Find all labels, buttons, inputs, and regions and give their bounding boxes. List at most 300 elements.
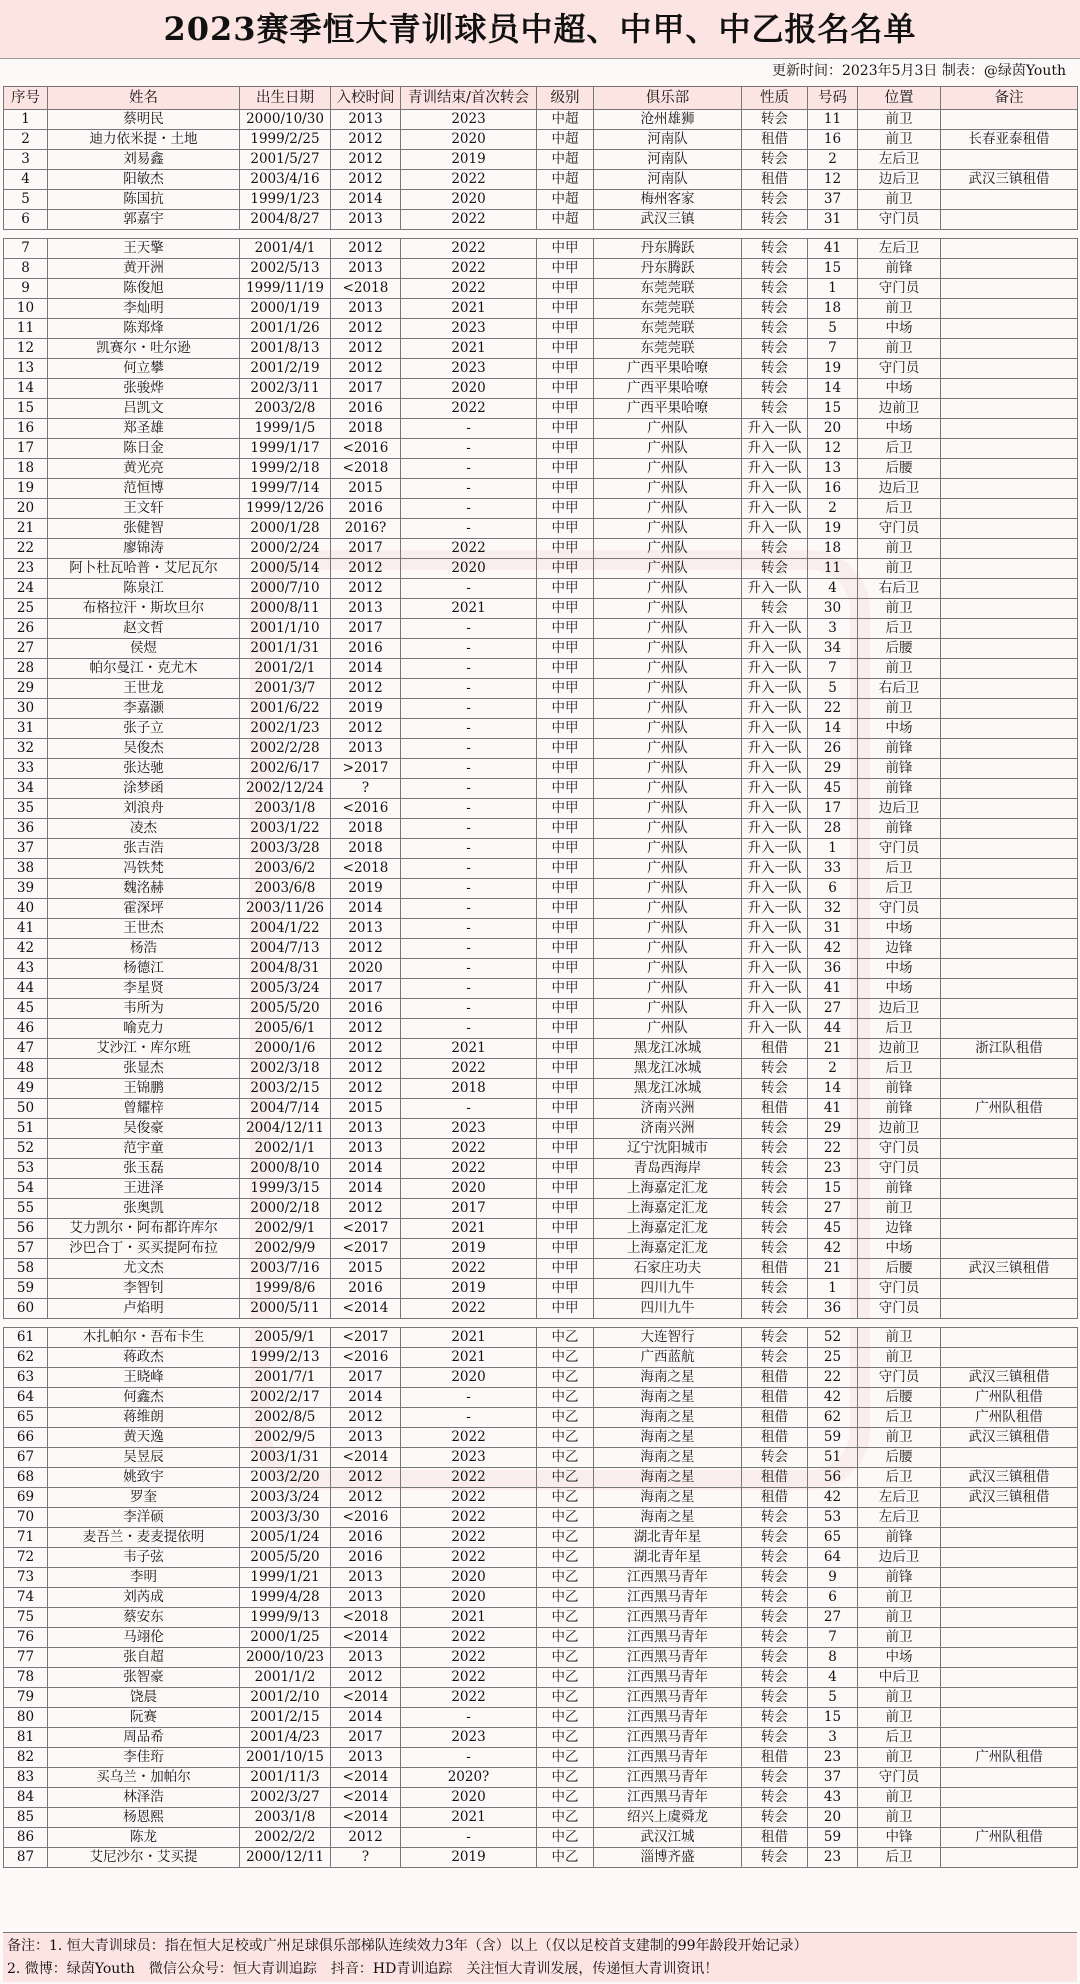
- cell-club: 淄博齐盛: [594, 1848, 742, 1868]
- cell-index: 60: [4, 1299, 48, 1319]
- cell-remark: [941, 939, 1078, 959]
- cell-remark: [941, 259, 1078, 279]
- cell-enroll-year: 2013: [331, 919, 401, 939]
- cell-youth-end: 2022: [401, 1059, 537, 1079]
- header-name: 姓名: [48, 87, 240, 110]
- cell-position: 前卫: [858, 699, 941, 719]
- cell-name: 王世龙: [48, 679, 240, 699]
- cell-enroll-year: <2016: [331, 799, 401, 819]
- cell-name: 布格拉汗・斯坎旦尔: [48, 599, 240, 619]
- cell-remark: [941, 999, 1078, 1019]
- cell-enroll-year: <2016: [331, 1348, 401, 1368]
- cell-number: 14: [808, 379, 858, 399]
- cell-name: 霍深坪: [48, 899, 240, 919]
- cell-number: 33: [808, 859, 858, 879]
- cell-name: 张奥凯: [48, 1199, 240, 1219]
- cell-name: 姚致宇: [48, 1468, 240, 1488]
- cell-remark: [941, 499, 1078, 519]
- cell-name: 何鑫杰: [48, 1388, 240, 1408]
- table-row: [4, 939, 1078, 959]
- cell-name: 侯煜: [48, 639, 240, 659]
- cell-position: 中场: [858, 1648, 941, 1668]
- cell-enroll-year: 2012: [331, 319, 401, 339]
- cell-number: 59: [808, 1428, 858, 1448]
- cell-enroll-year: 2017: [331, 1728, 401, 1748]
- cell-position: 前卫: [858, 1788, 941, 1808]
- cell-number: 36: [808, 959, 858, 979]
- cell-type: 升入一队: [742, 519, 808, 539]
- cell-birthdate: 2002/2/2: [240, 1828, 331, 1848]
- cell-name: 李智钊: [48, 1279, 240, 1299]
- cell-remark: [941, 1788, 1078, 1808]
- cell-remark: 武汉三镇租借: [941, 1368, 1078, 1388]
- table-row: [4, 719, 1078, 739]
- cell-enroll-year: 2012: [331, 1039, 401, 1059]
- cell-league: 中甲: [537, 1259, 594, 1279]
- cell-name: 冯铁梵: [48, 859, 240, 879]
- cell-remark: [941, 879, 1078, 899]
- cell-position: 前锋: [858, 779, 941, 799]
- table-row: [4, 1039, 1078, 1059]
- cell-club: 江西黑马青年: [594, 1568, 742, 1588]
- cell-position: 右后卫: [858, 679, 941, 699]
- cell-index: 28: [4, 659, 48, 679]
- cell-league: 中乙: [537, 1468, 594, 1488]
- cell-name: 吴俊杰: [48, 739, 240, 759]
- cell-position: 边锋: [858, 939, 941, 959]
- cell-index: 5: [4, 190, 48, 210]
- cell-youth-end: 2021: [401, 1328, 537, 1348]
- table-row: [4, 1848, 1078, 1868]
- cell-birthdate: 1999/2/25: [240, 130, 331, 150]
- cell-enroll-year: 2012: [331, 1488, 401, 1508]
- cell-position: 中场: [858, 979, 941, 999]
- table-row: [4, 1159, 1078, 1179]
- cell-birthdate: 2005/1/24: [240, 1528, 331, 1548]
- cell-index: 63: [4, 1368, 48, 1388]
- cell-club: 江西黑马青年: [594, 1628, 742, 1648]
- cell-youth-end: 2020: [401, 190, 537, 210]
- cell-club: 海南之星: [594, 1428, 742, 1448]
- cell-enroll-year: 2013: [331, 1139, 401, 1159]
- cell-remark: [941, 1348, 1078, 1368]
- cell-index: 55: [4, 1199, 48, 1219]
- cell-youth-end: 2021: [401, 1039, 537, 1059]
- cell-remark: 长春亚泰租借: [941, 130, 1078, 150]
- cell-type: 租借: [742, 1428, 808, 1448]
- cell-birthdate: 2002/3/11: [240, 379, 331, 399]
- cell-birthdate: 1999/1/17: [240, 439, 331, 459]
- cell-type: 转会: [742, 1648, 808, 1668]
- cell-type: 转会: [742, 210, 808, 230]
- cell-youth-end: 2019: [401, 1848, 537, 1868]
- cell-league: 中甲: [537, 559, 594, 579]
- cell-youth-end: 2021: [401, 1808, 537, 1828]
- cell-index: 23: [4, 559, 48, 579]
- table-row: [4, 819, 1078, 839]
- cell-name: 赵文哲: [48, 619, 240, 639]
- cell-enroll-year: 2018: [331, 839, 401, 859]
- cell-club: 广西平果哈嘹: [594, 359, 742, 379]
- cell-index: 76: [4, 1628, 48, 1648]
- cell-name: 王天擎: [48, 239, 240, 259]
- cell-enroll-year: <2018: [331, 1608, 401, 1628]
- cell-type: 转会: [742, 1239, 808, 1259]
- table-row: [4, 879, 1078, 899]
- cell-youth-end: -: [401, 839, 537, 859]
- cell-club: 江西黑马青年: [594, 1648, 742, 1668]
- cell-name: 何立攀: [48, 359, 240, 379]
- cell-name: 范恒博: [48, 479, 240, 499]
- cell-enroll-year: 2016?: [331, 519, 401, 539]
- cell-position: 后腰: [858, 1388, 941, 1408]
- cell-league: 中乙: [537, 1568, 594, 1588]
- cell-birthdate: 2005/5/20: [240, 999, 331, 1019]
- cell-remark: [941, 459, 1078, 479]
- cell-youth-end: 2022: [401, 1468, 537, 1488]
- cell-type: 升入一队: [742, 479, 808, 499]
- cell-youth-end: 2020: [401, 1179, 537, 1199]
- cell-enroll-year: 2014: [331, 1388, 401, 1408]
- cell-club: 丹东腾跃: [594, 259, 742, 279]
- cell-youth-end: -: [401, 939, 537, 959]
- cell-number: 5: [808, 319, 858, 339]
- cell-index: 14: [4, 379, 48, 399]
- cell-name: 杨德江: [48, 959, 240, 979]
- cell-name: 李嘉灏: [48, 699, 240, 719]
- cell-enroll-year: 2014: [331, 1708, 401, 1728]
- cell-type: 转会: [742, 259, 808, 279]
- cell-position: 守门员: [858, 1279, 941, 1299]
- cell-number: 52: [808, 1328, 858, 1348]
- cell-league: 中甲: [537, 439, 594, 459]
- cell-index: 15: [4, 399, 48, 419]
- cell-position: 后卫: [858, 1728, 941, 1748]
- cell-club: 湖北青年星: [594, 1528, 742, 1548]
- cell-youth-end: -: [401, 1708, 537, 1728]
- cell-league: 中甲: [537, 1059, 594, 1079]
- cell-birthdate: 2004/8/27: [240, 210, 331, 230]
- cell-number: 20: [808, 419, 858, 439]
- cell-index: 86: [4, 1828, 48, 1848]
- cell-type: 转会: [742, 1528, 808, 1548]
- cell-club: 武汉江城: [594, 1828, 742, 1848]
- cell-name: 凌杰: [48, 819, 240, 839]
- cell-number: 42: [808, 939, 858, 959]
- cell-youth-end: 2021: [401, 1348, 537, 1368]
- cell-name: 陈泉江: [48, 579, 240, 599]
- cell-birthdate: 2002/5/13: [240, 259, 331, 279]
- cell-league: 中甲: [537, 859, 594, 879]
- cell-name: 张健智: [48, 519, 240, 539]
- cell-remark: [941, 1688, 1078, 1708]
- cell-youth-end: 2020: [401, 1568, 537, 1588]
- cell-enroll-year: 2016: [331, 1548, 401, 1568]
- cell-position: 后卫: [858, 1468, 941, 1488]
- cell-birthdate: 2002/2/28: [240, 739, 331, 759]
- cell-club: 河南队: [594, 170, 742, 190]
- cell-type: 升入一队: [742, 619, 808, 639]
- cell-remark: [941, 1328, 1078, 1348]
- cell-youth-end: -: [401, 799, 537, 819]
- table-row: [4, 1808, 1078, 1828]
- cell-remark: [941, 579, 1078, 599]
- cell-league: 中乙: [537, 1388, 594, 1408]
- cell-name: 王世杰: [48, 919, 240, 939]
- cell-birthdate: 2003/2/8: [240, 399, 331, 419]
- cell-birthdate: 1999/11/19: [240, 279, 331, 299]
- table-row: [4, 190, 1078, 210]
- update-info: 更新时间：2023年5月3日 制表：@绿茵Youth: [771, 63, 1066, 79]
- cell-number: 22: [808, 699, 858, 719]
- header-enroll-year: 入校时间: [331, 87, 401, 110]
- cell-type: 转会: [742, 339, 808, 359]
- cell-index: 43: [4, 959, 48, 979]
- cell-birthdate: 2000/7/10: [240, 579, 331, 599]
- cell-name: 刘浪舟: [48, 799, 240, 819]
- cell-enroll-year: 2012: [331, 1828, 401, 1848]
- table-row: [4, 1748, 1078, 1768]
- cell-type: 转会: [742, 279, 808, 299]
- cell-position: 后卫: [858, 439, 941, 459]
- cell-remark: [941, 439, 1078, 459]
- cell-position: 前锋: [858, 1079, 941, 1099]
- cell-enroll-year: <2016: [331, 439, 401, 459]
- cell-club: 广州队: [594, 999, 742, 1019]
- cell-league: 中乙: [537, 1828, 594, 1848]
- cell-youth-end: 2022: [401, 1628, 537, 1648]
- cell-number: 62: [808, 1408, 858, 1428]
- cell-youth-end: -: [401, 739, 537, 759]
- cell-index: 80: [4, 1708, 48, 1728]
- cell-enroll-year: 2012: [331, 150, 401, 170]
- cell-index: 7: [4, 239, 48, 259]
- cell-club: 海南之星: [594, 1368, 742, 1388]
- cell-club: 海南之星: [594, 1408, 742, 1428]
- cell-league: 中乙: [537, 1668, 594, 1688]
- cell-index: 48: [4, 1059, 48, 1079]
- cell-type: 升入一队: [742, 639, 808, 659]
- cell-name: 陈郑烽: [48, 319, 240, 339]
- cell-birthdate: 2002/9/5: [240, 1428, 331, 1448]
- cell-number: 2: [808, 150, 858, 170]
- table-row: [4, 739, 1078, 759]
- cell-remark: [941, 519, 1078, 539]
- cell-birthdate: 2000/1/28: [240, 519, 331, 539]
- cell-index: 40: [4, 899, 48, 919]
- cell-position: 前卫: [858, 1328, 941, 1348]
- cell-type: 升入一队: [742, 999, 808, 1019]
- cell-enroll-year: <2014: [331, 1299, 401, 1319]
- cell-name: 魏洺赫: [48, 879, 240, 899]
- cell-league: 中甲: [537, 679, 594, 699]
- cell-birthdate: 2000/5/11: [240, 1299, 331, 1319]
- cell-number: 16: [808, 130, 858, 150]
- cell-birthdate: 2000/2/18: [240, 1199, 331, 1219]
- cell-position: 前卫: [858, 1348, 941, 1368]
- cell-position: 中场: [858, 959, 941, 979]
- cell-name: 杨浩: [48, 939, 240, 959]
- table-row: [4, 1079, 1078, 1099]
- cell-number: 19: [808, 519, 858, 539]
- cell-birthdate: 2004/7/14: [240, 1099, 331, 1119]
- cell-type: 升入一队: [742, 939, 808, 959]
- cell-remark: [941, 1199, 1078, 1219]
- cell-index: 87: [4, 1848, 48, 1868]
- cell-type: 租借: [742, 1748, 808, 1768]
- cell-number: 32: [808, 899, 858, 919]
- cell-name: 王晓峰: [48, 1368, 240, 1388]
- table-row: [4, 579, 1078, 599]
- table-row: [4, 359, 1078, 379]
- cell-league: 中甲: [537, 1219, 594, 1239]
- cell-youth-end: -: [401, 979, 537, 999]
- cell-number: 15: [808, 399, 858, 419]
- cell-league: 中甲: [537, 819, 594, 839]
- cell-birthdate: 1999/1/5: [240, 419, 331, 439]
- cell-youth-end: -: [401, 1019, 537, 1039]
- cell-youth-end: 2021: [401, 1219, 537, 1239]
- cell-number: 41: [808, 979, 858, 999]
- cell-type: 转会: [742, 299, 808, 319]
- cell-name: 蒋政杰: [48, 1348, 240, 1368]
- cell-index: 49: [4, 1079, 48, 1099]
- cell-league: 中甲: [537, 1199, 594, 1219]
- header-position: 位置: [858, 87, 941, 110]
- cell-remark: [941, 759, 1078, 779]
- cell-club: 海南之星: [594, 1388, 742, 1408]
- cell-enroll-year: 2017: [331, 379, 401, 399]
- cell-birthdate: 2000/8/10: [240, 1159, 331, 1179]
- cell-birthdate: 2002/8/5: [240, 1408, 331, 1428]
- table-row: [4, 619, 1078, 639]
- cell-league: 中乙: [537, 1548, 594, 1568]
- cell-enroll-year: 2017: [331, 539, 401, 559]
- cell-birthdate: 2003/6/8: [240, 879, 331, 899]
- cell-league: 中甲: [537, 239, 594, 259]
- cell-type: 转会: [742, 1848, 808, 1868]
- cell-birthdate: 1999/2/18: [240, 459, 331, 479]
- cell-index: 11: [4, 319, 48, 339]
- cell-remark: 武汉三镇租借: [941, 1468, 1078, 1488]
- table-row: [4, 339, 1078, 359]
- table-row: [4, 1328, 1078, 1348]
- cell-remark: [941, 190, 1078, 210]
- cell-club: 丹东腾跃: [594, 239, 742, 259]
- cell-league: 中甲: [537, 779, 594, 799]
- cell-enroll-year: 2012: [331, 1019, 401, 1039]
- cell-index: 65: [4, 1408, 48, 1428]
- cell-league: 中甲: [537, 959, 594, 979]
- cell-league: 中超: [537, 130, 594, 150]
- cell-index: 70: [4, 1508, 48, 1528]
- cell-index: 10: [4, 299, 48, 319]
- cell-index: 71: [4, 1528, 48, 1548]
- cell-number: 64: [808, 1548, 858, 1568]
- cell-league: 中甲: [537, 719, 594, 739]
- cell-remark: [941, 1508, 1078, 1528]
- cell-remark: 广州队租借: [941, 1408, 1078, 1428]
- cell-position: 守门员: [858, 1299, 941, 1319]
- cell-type: 转会: [742, 1079, 808, 1099]
- cell-remark: [941, 719, 1078, 739]
- cell-name: 张子立: [48, 719, 240, 739]
- cell-number: 21: [808, 1259, 858, 1279]
- cell-position: 中场: [858, 719, 941, 739]
- cell-remark: [941, 1448, 1078, 1468]
- cell-club: 东莞莞联: [594, 339, 742, 359]
- cell-league: 中乙: [537, 1628, 594, 1648]
- cell-remark: [941, 339, 1078, 359]
- cell-position: 中场: [858, 379, 941, 399]
- cell-type: 转会: [742, 1548, 808, 1568]
- cell-birthdate: 2001/10/15: [240, 1748, 331, 1768]
- cell-remark: [941, 699, 1078, 719]
- cell-index: 79: [4, 1688, 48, 1708]
- cell-index: 32: [4, 739, 48, 759]
- cell-name: 杨恩熙: [48, 1808, 240, 1828]
- cell-club: 黑龙江冰城: [594, 1039, 742, 1059]
- table-row: [4, 599, 1078, 619]
- cell-name: 张吉浩: [48, 839, 240, 859]
- table-row: [4, 319, 1078, 339]
- cell-club: 广州队: [594, 479, 742, 499]
- cell-remark: [941, 799, 1078, 819]
- cell-position: 后卫: [858, 879, 941, 899]
- cell-type: 转会: [742, 1328, 808, 1348]
- table-body: [4, 110, 1078, 1868]
- cell-number: 34: [808, 639, 858, 659]
- cell-youth-end: -: [401, 419, 537, 439]
- cell-birthdate: 2002/12/24: [240, 779, 331, 799]
- cell-club: 东莞莞联: [594, 299, 742, 319]
- cell-type: 升入一队: [742, 699, 808, 719]
- cell-enroll-year: 2012: [331, 1199, 401, 1219]
- cell-number: 37: [808, 1768, 858, 1788]
- cell-league: 中甲: [537, 519, 594, 539]
- cell-type: 升入一队: [742, 839, 808, 859]
- cell-birthdate: 2005/3/24: [240, 979, 331, 999]
- cell-youth-end: -: [401, 619, 537, 639]
- cell-league: 中甲: [537, 1239, 594, 1259]
- cell-league: 中乙: [537, 1408, 594, 1428]
- cell-youth-end: 2021: [401, 339, 537, 359]
- cell-position: 守门员: [858, 1768, 941, 1788]
- header-youth-end: 青训结束/首次转会: [401, 87, 537, 110]
- cell-name: 周品希: [48, 1728, 240, 1748]
- cell-name: 阿卜杜瓦哈普・艾尼瓦尔: [48, 559, 240, 579]
- cell-league: 中甲: [537, 539, 594, 559]
- cell-position: 前锋: [858, 1568, 941, 1588]
- cell-league: 中甲: [537, 1039, 594, 1059]
- cell-club: 四川九牛: [594, 1299, 742, 1319]
- cell-type: 转会: [742, 1139, 808, 1159]
- table-row: [4, 1548, 1078, 1568]
- cell-type: 转会: [742, 1808, 808, 1828]
- cell-birthdate: 1999/1/23: [240, 190, 331, 210]
- cell-position: 前锋: [858, 1099, 941, 1119]
- cell-birthdate: 2002/3/27: [240, 1788, 331, 1808]
- header-birthdate: 出生日期: [240, 87, 331, 110]
- cell-number: 21: [808, 1039, 858, 1059]
- cell-index: 3: [4, 150, 48, 170]
- cell-club: 济南兴洲: [594, 1099, 742, 1119]
- cell-enroll-year: 2014: [331, 1179, 401, 1199]
- cell-club: 广州队: [594, 599, 742, 619]
- cell-club: 江西黑马青年: [594, 1748, 742, 1768]
- group-separator: [4, 1319, 1078, 1328]
- cell-league: 中甲: [537, 399, 594, 419]
